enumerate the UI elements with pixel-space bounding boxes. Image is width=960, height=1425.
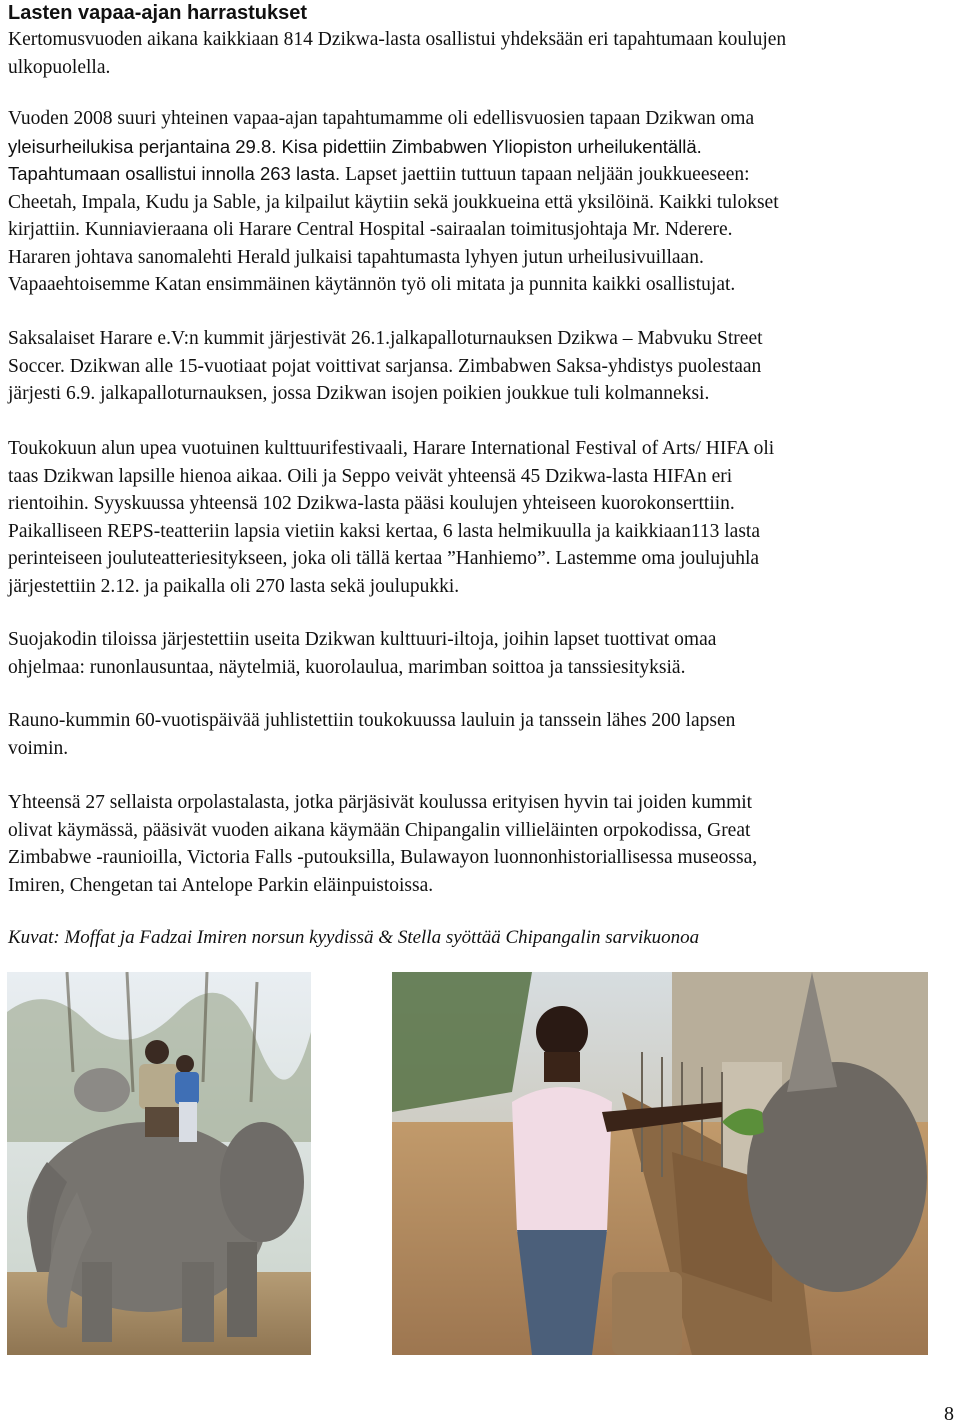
text-line: Cheetah, Impala, Kudu ja Sable, ja kilpailut käytiin sekä joukkueina että yksilöinä. Kaikki tulokset — [8, 191, 779, 213]
text-line: ulkopuolella. — [8, 56, 111, 78]
text-line: rientoihin. Syyskuussa yhteensä 102 Dzikwa-lasta pääsi koulujen yhteiseen kuorokonserttiin. — [8, 493, 735, 514]
paragraph-athletics-event — [8, 105, 952, 299]
rhino-feeding-photo — [392, 972, 928, 1355]
text-line: yleisurheilukisa perjantaina 29.8. Kisa pidettiin Zimbabwen Yliopiston urheilukentällä. — [8, 135, 702, 157]
section-heading: Lasten vapaa-ajan harrastukset — [8, 2, 308, 24]
text-line: Zimbabwe -raunioilla, Victoria Falls -putouksilla, Bulawayon luonnonhistoriallisessa museossa, — [8, 847, 758, 868]
text-line: Suojakodin tiloissa järjestettiin useita Dzikwan kulttuuri-iltoja, joihin lapset tuottivat omaa — [8, 629, 717, 650]
rhino-feeding-illustration — [392, 972, 928, 1355]
text-line: olivat käymässä, pääsivät vuoden aikana käymään Chipangalin villieläinten orpokodissa, Great — [8, 819, 751, 841]
text-fragment: Tapahtumaan osallistui innolla 263 lasta. — [8, 163, 341, 184]
text-line: Paikalliseen REPS-teatteriin lapsia vietiin kaksi kertaa, 6 lasta helmikuulla ja kaikkiaan113 lasta — [8, 520, 760, 542]
text-line: Rauno-kummin 60-vuotispäivää juhlistettiin toukokuussa lauluin ja tanssein lähes 200 lapsen — [8, 710, 736, 731]
text-fragment: Lapset jaettiin tuttuun tapaan neljään joukkueeseen: — [340, 164, 750, 185]
text-line: perinteiseen jouluteatteriesitykseen, joka oli tällä kertaa ”Hanhiemo”. Lastemme oma joulujuhla — [8, 548, 760, 569]
paragraph-football — [8, 325, 952, 408]
text-line: Vuoden 2008 suuri yhteinen vapaa-ajan tapahtumamme oli edellisvuosien tapaan Dzikwan oma — [8, 108, 755, 129]
text-line: Soccer. Dzikwan alle 15-vuotiaat pojat voittivat sarjansa. Zimbabwen Saksa-yhdistys puolestaan — [8, 355, 762, 377]
paragraph-birthday — [8, 707, 952, 762]
text-line: Toukokuun alun upea vuotuinen kulttuurifestivaali, Harare International Festival of Arts/ HIFA oli — [8, 438, 775, 459]
paragraph-trips — [8, 789, 952, 899]
text-line: järjesti 6.9. jalkapalloturnauksen, jossa Dzikwan isojen poikien joukkue tuli kolmanneksi. — [8, 383, 710, 404]
paragraph-participation — [8, 26, 952, 81]
text-line: Saksalaiset Harare e.V:n kummit järjestivät 26.1.jalkapalloturnauksen Dzikwa – Mabvuku Street — [8, 328, 763, 349]
text-line: ohjelmaa: runonlausuntaa, näytelmiä, kuorolaulua, marimban soittoa ja tanssiesityksiä. — [8, 656, 686, 678]
page-number: 8 — [944, 1403, 954, 1425]
text-line: taas Dzikwan lapsille hienoa aikaa. Oili ja Seppo veivät yhteensä 45 Dzikwa-lasta HIFAn eri — [8, 465, 733, 487]
text-line: Vapaaehtoisemme Katan ensimmäinen käytännön työ oli mitata ja punnita kaikki osallistujat. — [8, 274, 736, 295]
elephant-ride-illustration — [7, 972, 311, 1355]
paragraph-culture-evenings — [8, 626, 952, 681]
text-line: Kertomusvuoden aikana kaikkiaan 814 Dzikwa-lasta osallistui yhdeksään eri tapahtumaan koulujen — [8, 29, 787, 50]
paragraph-culture-festivals — [8, 435, 952, 600]
text-line — [8, 160, 952, 189]
elephant-ride-photo — [7, 972, 311, 1355]
text-line: Imiren, Chengetan tai Antelope Parkin eläinpuistoissa. — [8, 874, 434, 896]
text-line: kirjattiin. Kunniavieraana oli Harare Central Hospital -sairaalan toimitusjohtaja Mr. Nderere. — [8, 219, 733, 240]
text-line: järjestettiin 2.12. ja paikalla oli 270 lasta sekä joulupukki. — [8, 575, 460, 597]
text-line: Yhteensä 27 sellaista orpolastalasta, jotka pärjäsivät koulussa erityisen hyvin tai joiden kummit — [8, 792, 753, 813]
text-line: voimin. — [8, 737, 69, 759]
text-line: Hararen johtava sanomalehti Herald julkaisi tapahtumasta lyhyen jutun urheilusivuillaan. — [8, 246, 704, 268]
photo-caption: Kuvat: Moffat ja Fadzai Imiren norsun kyydissä & Stella syöttää Chipangalin sarvikuonoa — [8, 927, 700, 948]
